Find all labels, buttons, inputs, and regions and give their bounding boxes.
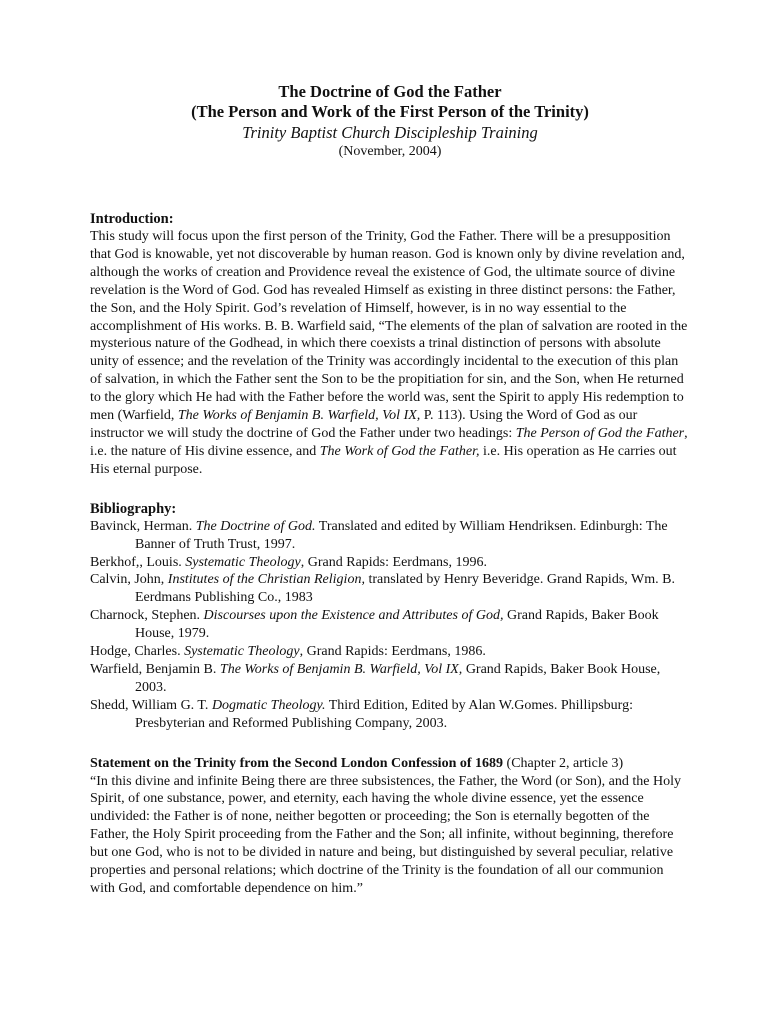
bib-publication: Grand Rapids, Baker Book House, 2003. bbox=[135, 661, 661, 695]
bibliography-entry bbox=[90, 607, 690, 643]
bib-author: Calvin, John, bbox=[90, 572, 168, 588]
training-line: Trinity Baptist Church Discipleship Training bbox=[242, 123, 538, 142]
bib-author: Berkhof,, Louis. bbox=[90, 554, 186, 570]
bibliography-entry bbox=[90, 518, 690, 554]
document-subtitle: (The Person and Work of the First Person of the Trinity) bbox=[191, 102, 589, 121]
bib-title: Institutes of the Christian Religion, bbox=[167, 572, 365, 588]
introduction-section bbox=[90, 210, 690, 479]
confession-heading bbox=[90, 755, 690, 773]
bib-author: Warfield, Benjamin B. bbox=[90, 661, 220, 677]
confession-heading-reference: (Chapter 2, article 3) bbox=[503, 755, 624, 771]
bib-publication: , Grand Rapids: Eerdmans, 1996. bbox=[300, 554, 487, 570]
bib-author: Hodge, Charles. bbox=[90, 644, 185, 660]
document-title: The Doctrine of God the Father bbox=[278, 82, 502, 101]
bib-title: The Doctrine of God. bbox=[195, 518, 316, 534]
bibliography-entry bbox=[90, 571, 690, 607]
bib-publication: , Grand Rapids: Eerdmans, 1986. bbox=[299, 644, 486, 660]
bib-author: Shedd, William G. T. bbox=[90, 697, 212, 713]
bib-author: Charnock, Stephen. bbox=[90, 608, 204, 624]
bibliography-section bbox=[90, 500, 690, 733]
bibliography-heading: Bibliography: bbox=[90, 500, 177, 517]
intro-text-1: This study will focus upon the first person of the Trinity, God the Father. There will be a presupposition that God is knowable, yet not discoverable by human reason. God is known only by divine revelation and, although the works of creation and Providence reveal the existence of God, the ultimate source of divine revelation is the Word of God. God has revealed Himself as existing in three distinct persons: the Father, the Son, and the Holy Spirit. God’s revelation of Himself, however, is in no way essential to the accomplishment of His works. B. B. Warfield said, “The elements of the plan of salvation are rooted in the mysterious nature of the Godhead, in which there coexists a trinal distinction of persons with absolute unity of essence; and the revelation of the Trinity was accordingly incidental to the execution of this plan of salvation, in which the Father sent the Son to be the propitiation for sin, and the Son, when He returned to the glory which He had with the Father before the world was, sent the Spirit to apply His redemption to men (Warfield, bbox=[90, 229, 688, 424]
bibliography-entry bbox=[90, 661, 690, 697]
confession-section bbox=[90, 755, 690, 898]
bibliography-entry bbox=[90, 554, 690, 572]
intro-heading-person: The Person of God the Father bbox=[515, 425, 685, 441]
bib-author: Bavinck, Herman. bbox=[90, 518, 196, 534]
confession-quote: “In this divine and infinite Being there are three subsistences, the Father, the Word (or Son), and the Holy Spirit, of one substance, power, and eternity, each having the whole divine essence, yet the essence undivided: the Father is of none, neither begotten or proceeding; the Son is eternally begotten of the Father, the Holy Spirit proceeding from the Father and the Son; all infinite, without beginning, therefore but one God, who is not to be divided in nature and being, but distinguished by several peculiar, relative properties and personal relations; which doctrine of the Trinity is the foundation of all our communion with God, and comfortable dependence on him.” bbox=[90, 773, 681, 896]
bib-title: Systematic Theology bbox=[185, 554, 301, 570]
bibliography-entry bbox=[90, 643, 690, 661]
bib-title: The Works of Benjamin B. Warfield, Vol IX, bbox=[219, 661, 463, 677]
document-date: (November, 2004) bbox=[338, 144, 442, 159]
document-page bbox=[90, 82, 690, 898]
document-header bbox=[90, 82, 690, 161]
intro-text-3: , i.e. the nature of His divine essence, and bbox=[90, 425, 688, 459]
intro-heading-work: The Work of God the Father, bbox=[319, 443, 480, 459]
intro-text-4: i.e. His operation as He carries out His eternal purpose. bbox=[90, 443, 677, 477]
bib-publication: Translated and edited by William Hendriksen. Edinburgh: The Banner of Truth Trust, 1997. bbox=[135, 518, 668, 552]
confession-heading-title: Statement on the Trinity from the Second London Confession of 1689 bbox=[90, 755, 504, 771]
bib-publication: translated by Henry Beveridge. Grand Rapids, Wm. B. Eerdmans Publishing Co., 1983 bbox=[135, 572, 675, 606]
bib-publication: Third Edition, Edited by Alan W.Gomes. Phillipsburg: Presbyterian and Reformed Publishing Company, 2003. bbox=[135, 697, 633, 731]
introduction-paragraph bbox=[90, 228, 690, 479]
bibliography-entry bbox=[90, 697, 690, 733]
bib-title: Systematic Theology bbox=[184, 644, 300, 660]
bib-publication: Grand Rapids, Baker Book House, 1979. bbox=[135, 608, 659, 642]
bib-title: Discourses upon the Existence and Attributes of God, bbox=[203, 608, 504, 624]
intro-citation-title: The Works of Benjamin B. Warfield, Vol IX, bbox=[177, 408, 421, 424]
intro-text-2: P. 113). Using the Word of God as our instructor we will study the doctrine of God the Father under two headings: bbox=[90, 408, 638, 441]
bib-title: Dogmatic Theology. bbox=[211, 697, 326, 713]
introduction-heading: Introduction: bbox=[90, 211, 174, 227]
